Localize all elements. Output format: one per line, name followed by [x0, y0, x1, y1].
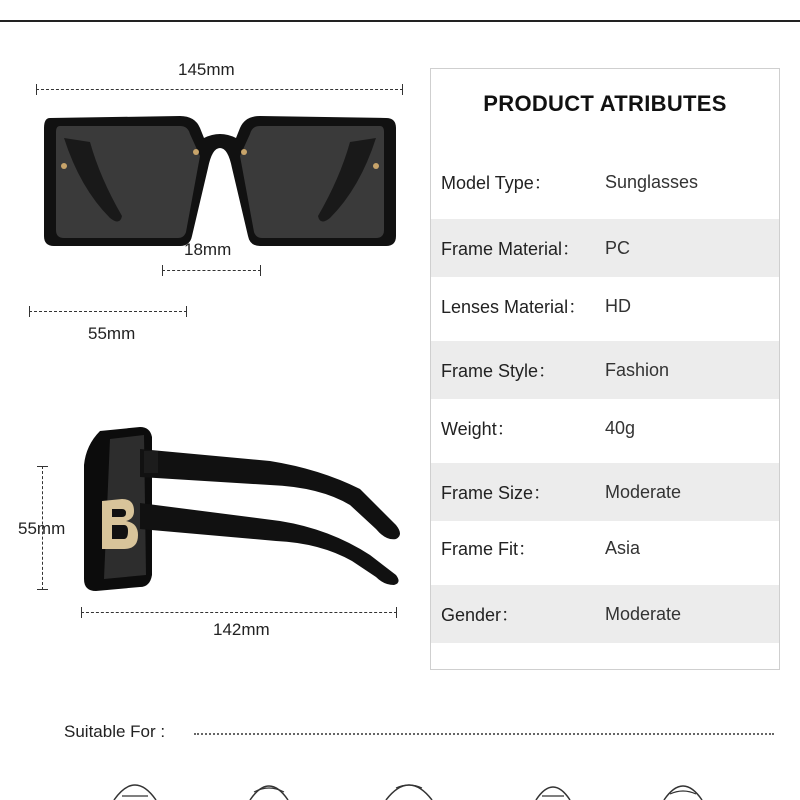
attribute-label: Frame Size： — [441, 483, 552, 503]
lens-height-label: 55mm — [18, 519, 66, 538]
attribute-row — [431, 341, 779, 399]
face-shape-icon — [528, 780, 578, 800]
attribute-row — [431, 463, 779, 521]
attribute-label: Gender： — [441, 605, 520, 625]
attribute-row — [431, 277, 779, 335]
face-shape-icon — [382, 780, 436, 800]
temple-length-label: 142mm — [213, 620, 270, 639]
bridge-line — [162, 270, 261, 271]
attribute-label: Model Type： — [441, 173, 552, 193]
attribute-value: Sunglasses — [605, 171, 699, 192]
attribute-value: Asia — [605, 537, 641, 558]
attributes-title: PRODUCT ATRIBUTES — [483, 91, 727, 116]
attribute-label: Weight： — [441, 419, 515, 439]
bridge-label: 18mm — [184, 240, 232, 259]
attribute-row — [431, 585, 779, 643]
lens-width-label: 55mm — [88, 324, 136, 343]
attribute-value: 40g — [605, 417, 636, 438]
attribute-value: Moderate — [605, 481, 682, 502]
lens-width-line — [29, 311, 187, 312]
top-divider — [0, 20, 800, 22]
face-shape-icon — [658, 780, 708, 800]
face-shape-icon — [110, 780, 160, 800]
attribute-row — [431, 153, 779, 211]
attribute-value: Fashion — [605, 359, 670, 380]
attribute-label: Frame Fit： — [441, 539, 537, 559]
attribute-row — [431, 519, 779, 577]
temple-length-line — [81, 612, 397, 613]
suitable-for-divider — [194, 733, 774, 735]
attribute-value: Moderate — [605, 603, 682, 624]
attributes-table — [430, 68, 780, 670]
face-shape-icon — [244, 780, 294, 800]
front-width-line — [36, 89, 403, 90]
attribute-label: Frame Style： — [441, 361, 557, 381]
attribute-value: HD — [605, 295, 631, 316]
sunglasses-front-icon — [40, 108, 400, 258]
attribute-row — [431, 399, 779, 457]
attribute-row — [431, 219, 779, 277]
attribute-label: Lenses Material： — [441, 297, 587, 317]
suitable-for-label: Suitable For : — [64, 722, 166, 741]
sunglasses-side-icon — [80, 425, 410, 595]
front-width-label: 145mm — [178, 60, 235, 79]
attribute-value: PC — [605, 237, 631, 258]
attribute-label: Frame Material： — [441, 239, 581, 259]
